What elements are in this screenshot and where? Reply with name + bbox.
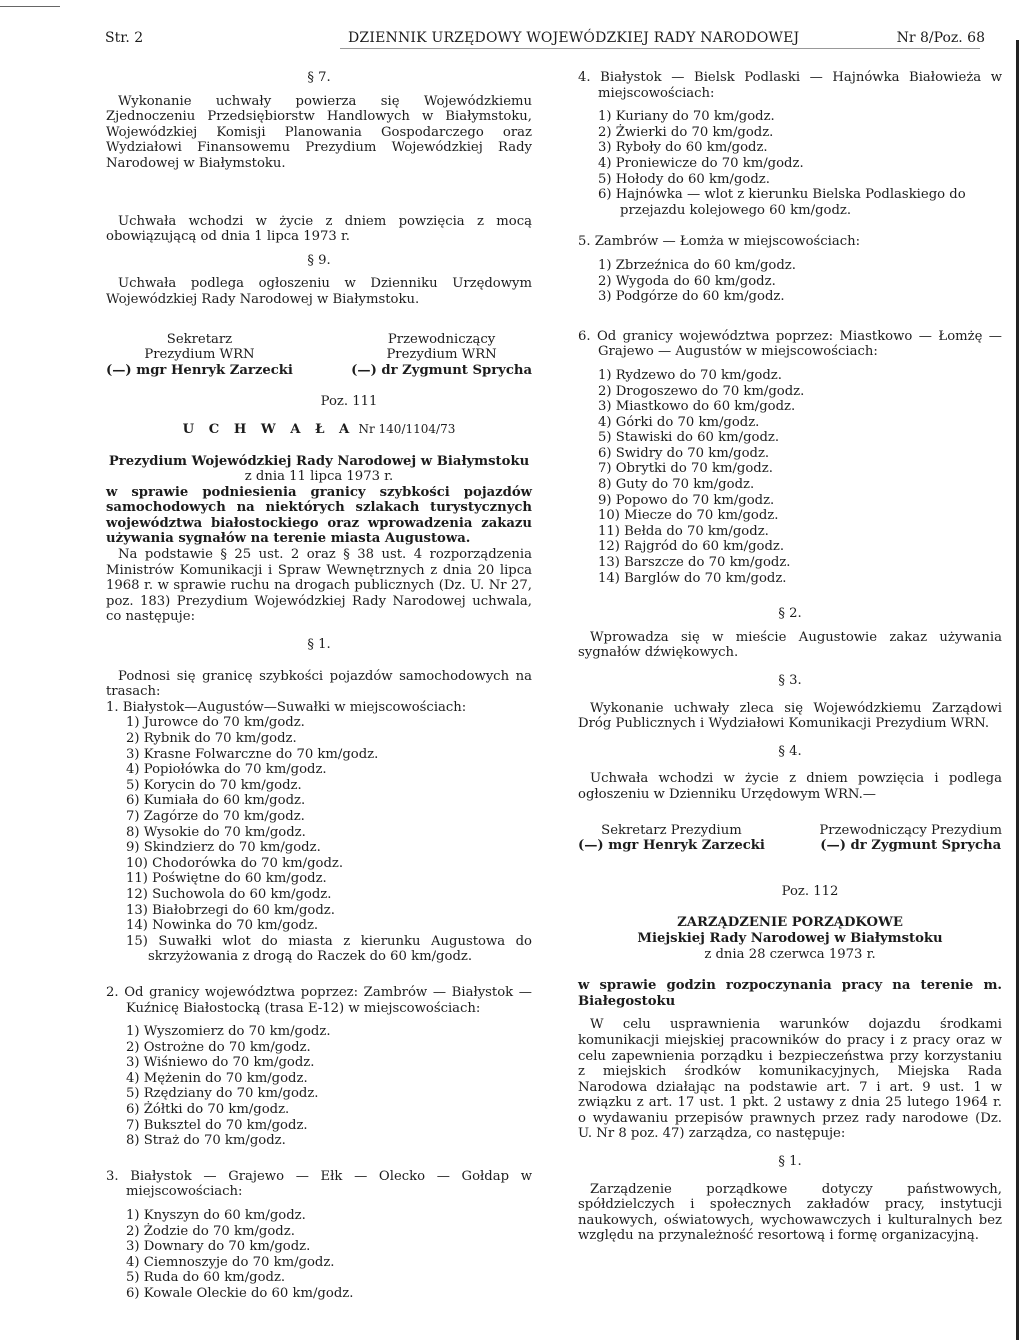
- scan-edge-bar: [1016, 40, 1019, 1340]
- list-item: 2) Rybnik do 70 km/godz.: [126, 731, 297, 746]
- signature-chairman: Przewodniczący Prezydium WRN (—) dr Zygmunt Sprycha: [351, 331, 532, 378]
- list-item: 7) Buksztel do 70 km/godz.: [126, 1117, 308, 1133]
- route-5-list: [578, 258, 1002, 305]
- list-item: 3) Downary do 70 km/godz.: [126, 1239, 311, 1255]
- signature-secretary: Sekretarz Prezydium (—) mgr Henryk Zarzecki: [578, 822, 765, 854]
- resolution-title: U C H W A Ł A Nr 140/1104/73: [182, 421, 456, 437]
- position-112: Poz. 112: [781, 883, 839, 899]
- list-item: 13) Barszcze do 70 km/godz.: [598, 555, 791, 571]
- list-item: 9) Skindzierz do 70 km/godz.: [126, 840, 321, 856]
- intro-text: Podnosi się granicę szybkości pojazdów samochodowych na trasach:: [106, 668, 532, 700]
- list-item: 3) Miastkowo do 60 km/godz.: [598, 399, 796, 415]
- issue-number: Nr 8/Poz. 68: [896, 30, 985, 46]
- list-item: 3) Podgórze do 60 km/godz.: [598, 289, 785, 305]
- journal-title: DZIENNIK URZĘDOWY WOJEWÓDZKIEJ RADY NARODOWEJ: [348, 30, 800, 46]
- list-item: 4) Popiołówka do 70 km/godz.: [126, 762, 327, 778]
- header-rule: [340, 48, 980, 49]
- list-item: 2) Żodzie do 70 km/godz.: [126, 1223, 295, 1239]
- page-number: Str. 2: [105, 30, 144, 46]
- list-item: 5) Rzędziany do 70 km/godz.: [126, 1086, 319, 1102]
- list-item: 1) Knyszyn do 60 km/godz.: [126, 1208, 306, 1224]
- list-item: 5) Korycin do 70 km/godz.: [126, 777, 302, 793]
- list-item: 8) Wysokie do 70 km/godz.: [126, 824, 306, 840]
- paragraph-2: Wprowadza się w mieście Augustowie zakaz używania sygnałów dźwiękowych.: [578, 629, 1002, 661]
- order-title: ZARZĄDZENIE PORZĄDKOWE: [677, 915, 903, 931]
- list-item: 1) Jurowce do 70 km/godz.: [126, 715, 305, 731]
- resolution-subject: w sprawie podniesienia granicy szybkości pojazdów samochodowych na niektórych szlakach turystycznych województwa białostockiego oraz wprowadzenia zakazu używania sygnałów na terenie miasta Augustowa.: [106, 484, 532, 547]
- list-item: 3) Wiśniewo do 70 km/godz.: [126, 1055, 315, 1071]
- paragraph-4: Uchwała wchodzi w życie z dniem powzięcia i podlega ogłoszeniu w Dzienniku Urzędowym WRN.—: [578, 771, 1002, 802]
- route-2-list: [106, 1024, 532, 1149]
- order-issuer: Miejskiej Rady Narodowej w Białymstoku: [637, 930, 943, 946]
- position-111: Poz. 111: [320, 394, 378, 410]
- route-6-heading: 6. Od granicy województwa poprzez: Miastkowo — Łomżę — Grajewo — Augustów w miejscowościach:: [578, 328, 1002, 360]
- list-item: 5) Ruda do 60 km/godz.: [126, 1270, 286, 1286]
- paragraph-7: Wykonanie uchwały powierza się Wojewódzkiemu Zjednoczeniu Przedsiębiorstw Handlowych w Białymstoku, Wojewódzkiej Komisji Planowania Gospodarczego oraz Wydziałowi Finansowemu Prezydium Wojewódzkiej Rady Narodowej w Białymstoku.: [106, 93, 532, 171]
- list-item: 8) Guty do 70 km/godz.: [598, 477, 755, 493]
- list-item: 1) Rydzewo do 70 km/godz.: [598, 367, 782, 383]
- issuer: Prezydium Wojewódzkiej Rady Narodowej w Białymstoku: [108, 453, 530, 469]
- list-item: 2) Wygoda do 60 km/godz.: [598, 273, 776, 289]
- list-item: 6) Swidry do 70 km/godz.: [598, 445, 770, 461]
- list-item: 12) Rajgród do 60 km/godz.: [598, 539, 785, 555]
- route-3-list: [106, 1208, 532, 1302]
- signature-chairman: Przewodniczący Prezydium (—) dr Zygmunt Sprycha: [819, 822, 1002, 854]
- paragraph-9: Uchwała podlega ogłoszeniu w Dzienniku Urzędowym Wojewódzkiej Rady Narodowej w Białymstoku.: [106, 276, 532, 307]
- list-item: 6) Żółtki do 70 km/godz.: [126, 1102, 290, 1118]
- route-4-heading: 4. Białystok — Bielsk Podlaski — Hajnówka Białowieża w miejscowościach:: [578, 70, 1002, 101]
- list-item: 2) Żwierki do 70 km/godz.: [598, 124, 774, 140]
- list-item: 6) Hajnówka — wlot z kierunku Bielska Podlaskiego do przejazdu kolejowego 60 km/godz.: [598, 187, 966, 218]
- paragraph-3: Wykonanie uchwały zleca się Wojewódzkiemu Zarządowi Dróg Publicznych i Wydziałowi Komunikacji Prezydium WRN.: [578, 700, 1002, 732]
- list-item: 1) Zbrzeźnica do 60 km/godz.: [598, 257, 796, 273]
- list-item: 2) Drogoszewo do 70 km/godz.: [598, 383, 805, 399]
- resolution-date: z dnia 11 lipca 1973 r.: [244, 469, 394, 485]
- list-item: 10) Miecze do 70 km/godz.: [598, 508, 779, 524]
- order-preamble: W celu usprawnienia warunków dojazdu środkami komunikacji miejskiej pracowników do pracy i z pracy oraz w celu zapewnienia porządku i bezpieczeństwa przy korzystaniu z miejskich środków komunikacyjnych, Miejska Rada Narodowa działając na podstawie art. 7 i art. 9 ust. 1 w związku z art. 17 ust. 1 pkt. 2 ustawy z dnia 25 lutego 1964 r. o wydawaniu przepisów prawnych przez rady narodowe (Dz. U. Nr 8 poz. 47) zarządza, co następuje:: [578, 1017, 1002, 1142]
- list-item: 3) Krasne Folwarczne do 70 km/godz.: [126, 746, 379, 762]
- list-item: 1) Wyszomierz do 70 km/godz.: [126, 1024, 331, 1040]
- route-1-list: [106, 715, 532, 965]
- section-7: § 7.: [307, 70, 331, 85]
- list-item: 7) Obrytki do 70 km/godz.: [598, 461, 773, 477]
- order-subject: w sprawie godzin rozpoczynania pracy na terenie m. Białegostoku: [578, 978, 1002, 1009]
- order-section-1: § 1.: [778, 1154, 802, 1170]
- route-6-list: [578, 368, 1002, 586]
- list-item: 4) Ciemnoszyje do 70 km/godz.: [126, 1254, 335, 1270]
- list-item: 6) Kowale Oleckie do 60 km/godz.: [126, 1286, 354, 1301]
- route-5-heading: 5. Zambrów — Łomża w miejscowościach:: [578, 234, 861, 250]
- list-item: 12) Suchowola do 60 km/godz.: [126, 886, 332, 902]
- order-date: z dnia 28 czerwca 1973 r.: [704, 946, 876, 962]
- list-item: 13) Białobrzegi do 60 km/godz.: [126, 902, 335, 918]
- route-1-heading: 1. Białystok—Augustów—Suwałki w miejscowościach:: [106, 699, 467, 715]
- list-item: 14) Nowinka do 70 km/godz.: [126, 918, 319, 934]
- legal-basis: Na podstawie § 25 ust. 2 oraz § 38 ust. 4 rozporządzenia Ministrów Komunikacji i Spraw Wewnętrznych z dnia 20 lipca 1968 r. w sprawie ruchu na drogach publicznych (Dz. U. Nr 27, poz. 183) Prezydium Wojewódzkiej Rady Narodowej uchwala, co następuje:: [106, 547, 532, 625]
- list-item: 4) Górki do 70 km/godz.: [598, 414, 760, 430]
- signature-secretary: Sekretarz Prezydium WRN (—) mgr Henryk Zarzecki: [106, 331, 293, 378]
- list-item: 10) Chodorówka do 70 km/godz.: [126, 855, 344, 871]
- list-item: 5) Stawiski do 60 km/godz.: [598, 430, 780, 446]
- list-item: 5) Hołody do 60 km/godz.: [598, 171, 770, 187]
- list-item: 11) Bełda do 70 km/godz.: [598, 523, 769, 539]
- route-4-list: [578, 109, 1002, 218]
- route-3-heading: 3. Białystok — Grajewo — Ełk — Olecko — Gołdap w miejscowościach:: [106, 1168, 532, 1200]
- list-item: 8) Straż do 70 km/godz.: [126, 1133, 286, 1149]
- paragraph-8: Uchwała wchodzi w życie z dniem powzięcia z mocą obowiązującą od dnia 1 lipca 1973 r.: [106, 213, 532, 245]
- list-item: 15) Suwałki wlot do miasta z kierunku Augustowa do skrzyżowania z drogą do Raczek do 60 km/godz.: [126, 933, 532, 965]
- signatures-2: [578, 823, 1002, 854]
- list-item: 4) Proniewicze do 70 km/godz.: [598, 155, 804, 171]
- section-3: § 3.: [778, 673, 802, 688]
- signatures-1: [106, 332, 532, 379]
- right-column: [578, 70, 1002, 1244]
- section-2: § 2.: [778, 606, 802, 622]
- route-2-heading: 2. Od granicy województwa poprzez: Zambrów — Białystok — Kuźnicę Białostocką (trasa E-12) w miejscowościach:: [106, 984, 532, 1016]
- list-item: 2) Ostrożne do 70 km/godz.: [126, 1039, 311, 1055]
- section-1: § 1.: [307, 637, 331, 653]
- order-paragraph-1: Zarządzenie porządkowe dotyczy państwowych, spółdzielczych i społecznych zakładów pracy, instytucji naukowych, oświatowych, wychowawczych i kulturalnych bez względu na przynależność resortową i formę organizacyjną.: [578, 1181, 1002, 1244]
- list-item: 6) Kumiała do 60 km/godz.: [126, 793, 306, 809]
- section-4: § 4.: [778, 743, 802, 759]
- list-item: 11) Poświętne do 60 km/godz.: [126, 871, 327, 887]
- list-item: 7) Zagórze do 70 km/godz.: [126, 808, 305, 824]
- list-item: 9) Popowo do 70 km/godz.: [598, 492, 775, 508]
- list-item: 14) Barglów do 70 km/godz.: [598, 570, 787, 586]
- top-rule: [0, 6, 60, 7]
- section-9: § 9.: [307, 252, 331, 268]
- list-item: 1) Kuriany do 70 km/godz.: [598, 109, 775, 125]
- list-item: 4) Mężenin do 70 km/godz.: [126, 1070, 308, 1086]
- left-column: [106, 70, 532, 1302]
- list-item: 3) Ryboły do 60 km/godz.: [598, 140, 768, 156]
